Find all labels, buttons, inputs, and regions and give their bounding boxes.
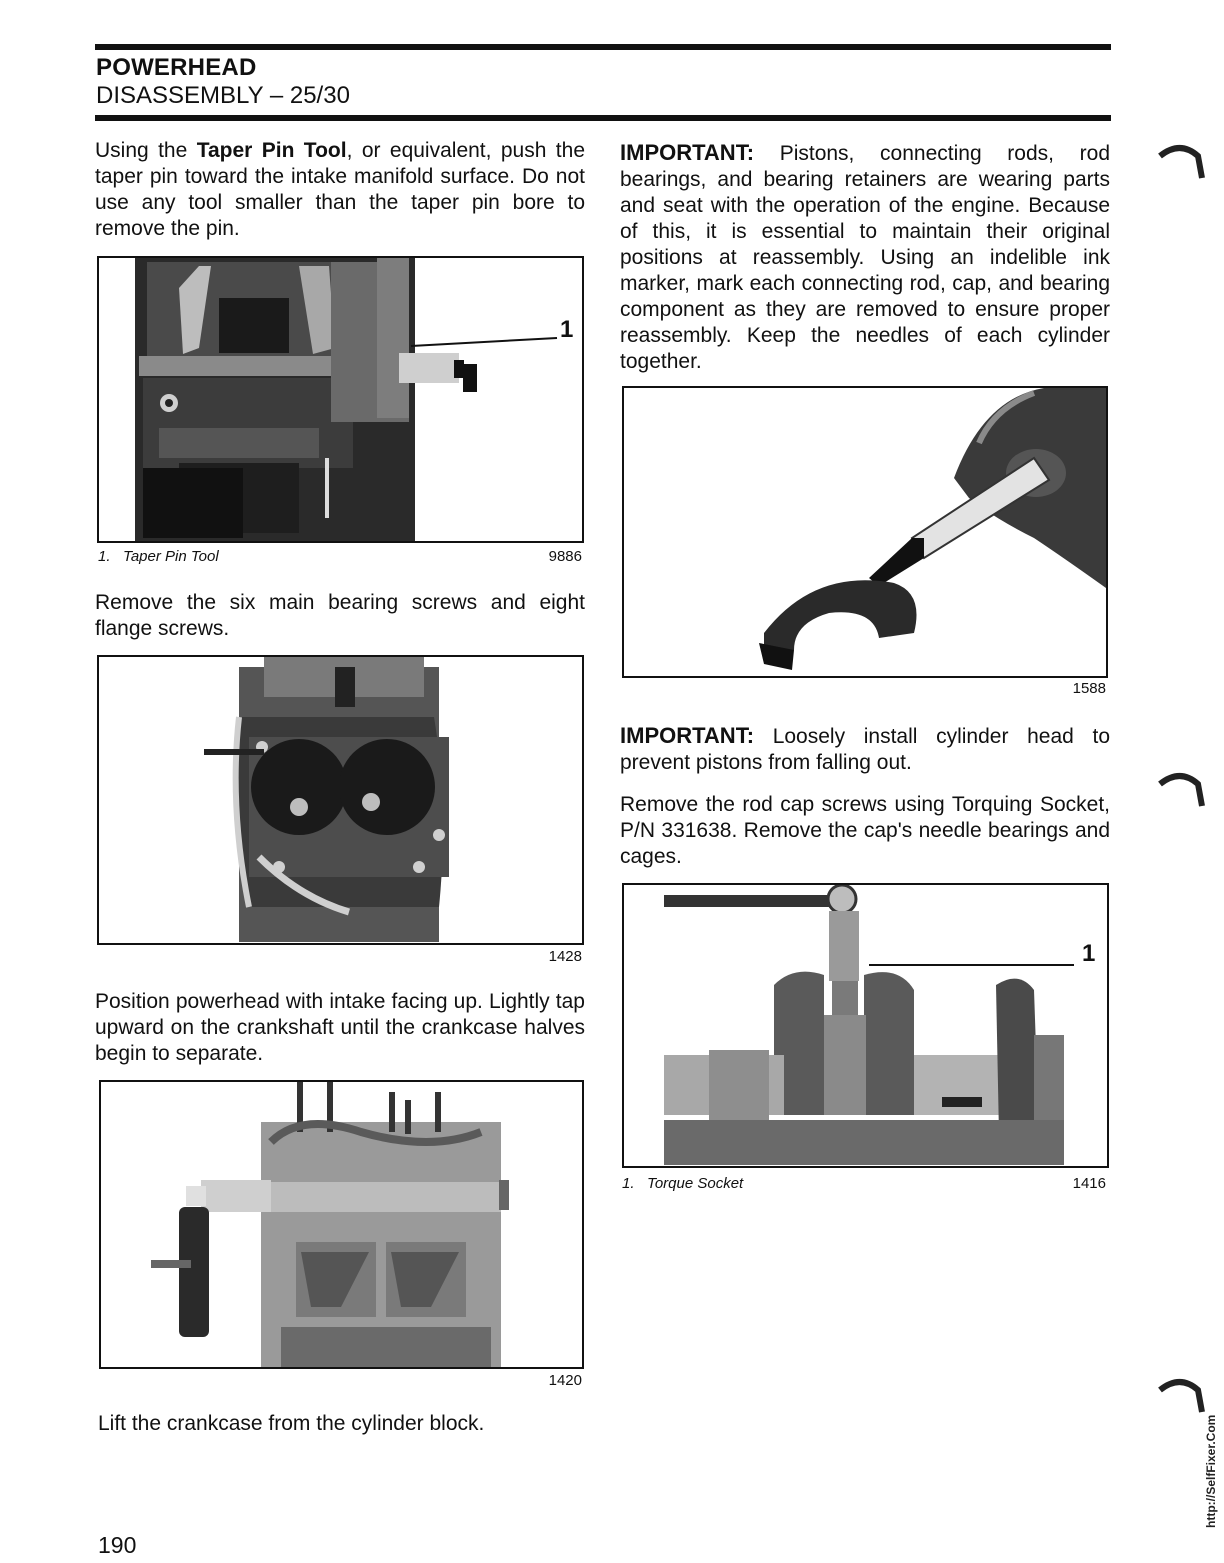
important-label: IMPORTANT: [620, 140, 755, 165]
binding-ring-mark [1158, 766, 1208, 816]
text-run: Loosely install cylinder head to prevent pistons from falling out. [620, 725, 1110, 774]
figure-main-bearing-screws [97, 655, 584, 945]
figure-taper-pin-tool [97, 256, 584, 543]
caption-text: Torque Socket [647, 1175, 744, 1192]
figure-caption [622, 1175, 743, 1192]
callout-number: 1 [560, 316, 574, 343]
right-paragraph-important-cylinder-head [620, 723, 1110, 776]
header-top-rule [95, 44, 1111, 50]
section-title: POWERHEAD [96, 54, 257, 81]
right-paragraph-important-pistons [620, 140, 1110, 375]
right-paragraph-rod-cap-screws: Remove the rod cap screws using Torquing Socket, P/N 331638. Remove the cap's needle bearings and cages. [620, 793, 1110, 868]
figure-number: 1420 [548, 1372, 582, 1389]
binding-ring-mark [1158, 1372, 1208, 1422]
caption-text: Taper Pin Tool [123, 548, 219, 565]
text-run: Pistons, connecting rods, rod bearings, and bearing retainers are wearing parts and seat with the operation of the engine. Because of this, it is essential to maintain their original positions at reassembly. Using an indelible ink marker, mark each connecting rod, cap, and bearing component as they are removed to ensure proper reassembly. Keep the needles of each cylinder together. [620, 142, 1110, 373]
photo-torque-socket [624, 885, 1107, 1166]
photo-taper-pin-tool [99, 258, 582, 541]
left-paragraph-bearing-screws: Remove the six main bearing screws and eight flange screws. [95, 591, 585, 640]
figure-number: 1588 [1072, 680, 1106, 697]
figure-torque-socket [622, 883, 1109, 1168]
figure-number: 1416 [1072, 1175, 1106, 1192]
figure-number: 9886 [548, 548, 582, 565]
callout-number: 1 [1082, 940, 1096, 967]
photo-marking-bearing [624, 388, 1106, 676]
left-paragraph-lift-crankcase: Lift the crankcase from the cylinder block. [98, 1412, 485, 1435]
important-label: IMPORTANT: [620, 723, 755, 748]
watermark-url: http://SelfFixer.Com [1204, 1414, 1218, 1528]
binding-ring-mark [1158, 138, 1208, 188]
header-bottom-rule [95, 115, 1111, 121]
figure-separate-crankcase [99, 1080, 584, 1369]
caption-index: 1. [622, 1175, 635, 1192]
photo-crankcase-separation [101, 1082, 582, 1367]
left-paragraph-position-powerhead: Position powerhead with intake facing up. Lightly tap upward on the crankshaft until the crankcase halves begin to separate. [95, 990, 585, 1065]
text-run: , or equivalent, push the taper pin toward the intake manifold surface. Do not use any tool smaller than the taper pin bore to remove the pin. [95, 139, 586, 240]
tool-name: Taper Pin Tool [196, 139, 347, 162]
figure-number: 1428 [548, 948, 582, 965]
section-subtitle: DISASSEMBLY – 25/30 [96, 82, 350, 109]
left-paragraph-taper-pin [95, 138, 585, 242]
page-number: 190 [98, 1532, 137, 1558]
text-run: Using the [95, 139, 197, 162]
caption-index: 1. [98, 548, 111, 565]
figure-caption [98, 548, 219, 565]
figure-mark-bearing [622, 386, 1108, 678]
photo-crankcase-screws [99, 657, 582, 943]
